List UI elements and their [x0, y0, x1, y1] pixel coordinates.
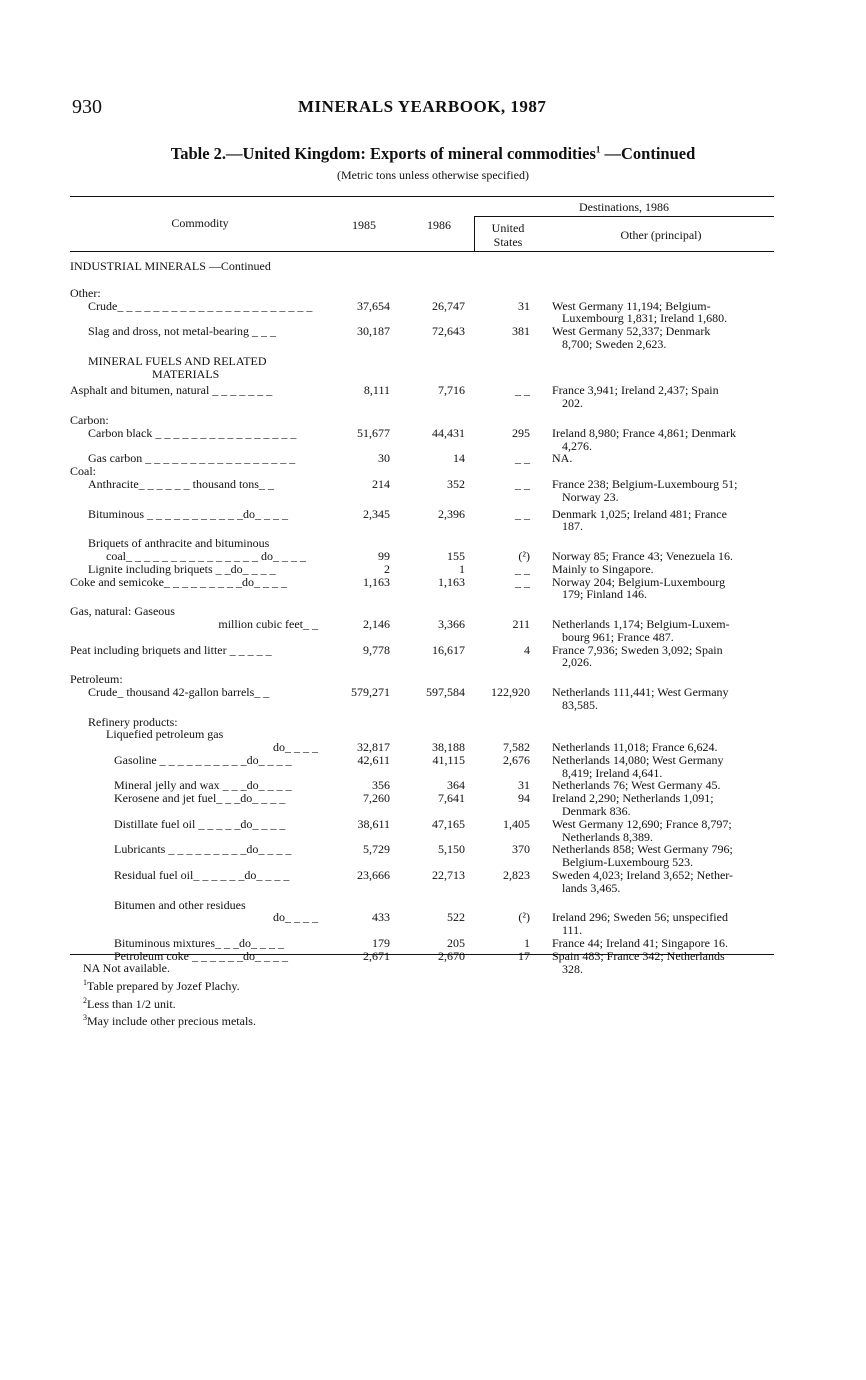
value-1986-cell: 26,747	[432, 298, 465, 313]
table-row	[70, 618, 780, 644]
table-row	[70, 644, 780, 670]
other-destinations-cell	[552, 869, 778, 895]
table-row	[70, 300, 780, 326]
united-states-cell: 2,823	[503, 868, 530, 883]
table-row	[70, 563, 780, 576]
value-1986-cell: 522	[447, 910, 465, 925]
other-destinations-line: Luxembourg 1,831; Ireland 1,680.	[562, 311, 728, 326]
other-destinations-cell	[552, 618, 778, 644]
table-row	[70, 368, 780, 381]
value-1985-cell: 433	[372, 910, 390, 925]
other-destinations-line: Netherlands 1,174; Belgium-Luxem-	[552, 616, 730, 631]
other-destinations-line: France 7,936; Sweden 3,092; Spain	[552, 642, 723, 657]
other-destinations-cell	[552, 754, 778, 780]
value-1985-cell: 179	[372, 936, 390, 951]
united-states-cell: _ _	[515, 383, 530, 398]
footnote-mark: 1	[83, 977, 87, 987]
value-1986-cell: 7,716	[438, 383, 465, 398]
table-row	[70, 508, 780, 534]
commodity-cell: Coke and semicoke_ _ _ _ _ _ _ _ _do_ _ _ _	[70, 574, 287, 589]
value-1986-cell: 5,150	[438, 842, 465, 857]
other-destinations-cell	[552, 911, 778, 937]
footnote	[83, 976, 256, 994]
other-destinations-line: Netherlands 111,441; West Germany	[552, 684, 729, 699]
united-states-cell: _ _	[515, 574, 530, 589]
other-destinations-cell	[552, 741, 778, 754]
value-1986-cell: 597,584	[426, 684, 465, 699]
table-row	[70, 792, 780, 818]
table-body	[70, 260, 780, 975]
header-1985: 1985	[352, 218, 376, 232]
commodity-cell: Bitumen and other residues	[114, 897, 246, 912]
united-states-cell: (²)	[518, 910, 530, 925]
other-destinations-line: NA.	[552, 451, 573, 466]
united-states-cell: 122,920	[491, 684, 530, 699]
commodity-cell: Gasoline _ _ _ _ _ _ _ _ _ _do_ _ _ _	[114, 752, 292, 767]
footnote-text: Less than 1/2 unit.	[87, 996, 176, 1011]
value-1986-cell: 364	[447, 778, 465, 793]
other-destinations-cell	[552, 563, 778, 576]
header-us-line2: States	[493, 235, 523, 249]
other-destinations-cell	[552, 686, 778, 712]
table-row	[70, 937, 780, 950]
other-destinations-line: West Germany 12,690; France 8,797;	[552, 816, 732, 831]
other-destinations-line: Netherlands 14,080; West Germany	[552, 752, 724, 767]
table-row	[70, 754, 780, 780]
other-destinations-cell	[552, 452, 778, 465]
table-row	[70, 355, 780, 368]
other-destinations-line: West Germany 11,194; Belgium-	[552, 298, 711, 313]
other-destinations-line: Netherlands 76; West Germany 45.	[552, 778, 721, 793]
value-1986-cell: 352	[447, 476, 465, 491]
value-1985-cell: 99	[378, 548, 390, 563]
commodity-cell: Petroleum coke _ _ _ _ _ _do_ _ _ _	[114, 948, 288, 963]
table-row	[70, 605, 780, 618]
header-us-line1: United	[491, 221, 525, 235]
table-row	[70, 325, 780, 351]
commodity-cell: Carbon black _ _ _ _ _ _ _ _ _ _ _ _ _ _ _ _	[88, 425, 297, 440]
value-1985-cell: 579,271	[351, 684, 390, 699]
other-destinations-cell	[552, 843, 778, 869]
united-states-cell: _ _	[515, 506, 530, 521]
value-1985-cell: 8,111	[363, 383, 390, 398]
value-1985-cell: 356	[372, 778, 390, 793]
united-states-cell: 370	[512, 842, 530, 857]
value-1986-cell: 44,431	[432, 425, 465, 440]
footnote-text: May include other precious metals.	[87, 1014, 256, 1029]
commodity-cell: Residual fuel oil_ _ _ _ _ _do_ _ _ _	[114, 868, 290, 883]
united-states-cell: 94	[518, 791, 530, 806]
value-1985-cell: 9,778	[363, 642, 390, 657]
united-states-cell: 381	[512, 324, 530, 339]
table-row	[70, 673, 780, 686]
united-states-cell: 2,676	[503, 752, 530, 767]
value-1986-cell: 205	[447, 936, 465, 951]
other-destinations-line: Denmark 836.	[562, 804, 631, 819]
commodity-cell: Bituminous mixtures_ _ _do_ _ _ _	[114, 936, 285, 951]
table-title-text: Table 2.—United Kingdom: Exports of mineral commodities	[170, 144, 596, 163]
table-title-footnote-mark: 1	[595, 144, 601, 155]
value-1985-cell: 1,163	[363, 574, 390, 589]
other-destinations-line: Norway 204; Belgium-Luxembourg	[552, 574, 726, 589]
united-states-cell: _ _	[515, 451, 530, 466]
united-states-cell: _ _	[515, 476, 530, 491]
other-destinations-cell	[552, 792, 778, 818]
value-1985-cell: 214	[372, 476, 390, 491]
other-destinations-line: Ireland 8,980; France 4,861; Denmark	[552, 425, 736, 440]
commodity-cell: Gas carbon _ _ _ _ _ _ _ _ _ _ _ _ _ _ _ _ _	[88, 451, 296, 466]
commodity-cell: Lignite including briquets _ _do_ _ _ _	[88, 561, 276, 576]
table-title-continued: —Continued	[600, 144, 696, 163]
table-row	[70, 686, 780, 712]
other-destinations-line: Norway 23.	[562, 489, 619, 504]
commodity-cell: INDUSTRIAL MINERALS —Continued	[70, 259, 271, 273]
value-1985-cell: 30	[378, 451, 390, 466]
commodity-cell: Lubricants _ _ _ _ _ _ _ _ _do_ _ _ _	[114, 842, 292, 857]
table-top-rule	[70, 196, 774, 197]
united-states-cell: 295	[512, 425, 530, 440]
footnote	[83, 1011, 256, 1029]
footnote-mark: 2	[83, 995, 87, 1005]
value-1985-cell: 32,817	[357, 740, 390, 755]
other-destinations-line: Sweden 4,023; Ireland 3,652; Nether-	[552, 868, 734, 883]
other-destinations-line: Ireland 2,290; Netherlands 1,091;	[552, 791, 714, 806]
page-number: 930	[72, 96, 102, 118]
value-1985-cell: 38,611	[357, 816, 390, 831]
header-united-states	[474, 221, 542, 249]
other-destinations-cell	[552, 300, 778, 326]
footnote-text: NA Not available.	[83, 961, 170, 975]
commodity-cell: Crude_ thousand 42-gallon barrels_ _	[88, 684, 270, 699]
united-states-cell: 31	[518, 298, 530, 313]
commodity-cell: coal_ _ _ _ _ _ _ _ _ _ _ _ _ _ _ do_ _ _ _	[106, 548, 306, 563]
table-row	[70, 550, 780, 563]
other-destinations-line: Netherlands 11,018; France 6,624.	[552, 740, 718, 755]
value-1985-cell: 2,146	[363, 616, 390, 631]
commodity-cell: Petroleum:	[70, 672, 123, 687]
commodity-cell: Mineral jelly and wax _ _ _do_ _ _ _	[114, 778, 292, 793]
table-row	[70, 260, 780, 273]
other-destinations-line: lands 3,465.	[562, 880, 621, 895]
united-states-cell: 31	[518, 778, 530, 793]
table-row	[70, 414, 780, 427]
other-destinations-line: 83,585.	[562, 697, 598, 712]
united-states-cell: (²)	[518, 548, 530, 563]
commodity-cell: Refinery products:	[88, 714, 178, 729]
other-destinations-line: 111.	[562, 923, 583, 938]
destinations-rule	[474, 216, 774, 217]
other-destinations-line: 328.	[562, 961, 583, 976]
table-row	[70, 843, 780, 869]
other-destinations-line: 8,419; Ireland 4,641.	[562, 765, 663, 780]
footnote	[83, 994, 256, 1012]
other-destinations-line: 187.	[562, 519, 583, 534]
value-1985-cell: 30,187	[357, 324, 390, 339]
value-1986-cell: 2,396	[438, 506, 465, 521]
commodity-cell: MATERIALS	[152, 366, 220, 381]
value-1986-cell: 155	[447, 548, 465, 563]
value-1986-cell: 47,165	[432, 816, 465, 831]
other-destinations-cell	[552, 325, 778, 351]
value-1985-cell: 5,729	[363, 842, 390, 857]
commodity-cell: Other:	[70, 285, 101, 300]
table-row	[70, 287, 780, 300]
other-destinations-line: Denmark 1,025; Ireland 481; France	[552, 506, 727, 521]
value-1986-cell: 2,670	[438, 948, 465, 963]
other-destinations-cell	[552, 644, 778, 670]
other-destinations-line: 2,026.	[562, 655, 592, 670]
header-bottom-rule	[70, 251, 774, 252]
footnote-text: Table prepared by Jozef Plachy.	[87, 978, 240, 993]
other-destinations-line: Netherlands 858; West Germany 796;	[552, 842, 733, 857]
commodity-cell: Slag and dross, not metal-bearing _ _ _	[88, 324, 276, 339]
value-1986-cell: 7,641	[438, 791, 465, 806]
united-states-cell: 1,405	[503, 816, 530, 831]
value-1985-cell: 23,666	[357, 868, 390, 883]
commodity-cell: Coal:	[70, 464, 96, 479]
value-1985-cell: 2,671	[363, 948, 390, 963]
other-destinations-line: bourg 961; France 487.	[562, 629, 674, 644]
value-1986-cell: 72,643	[432, 324, 465, 339]
other-destinations-line: 202.	[562, 396, 583, 411]
commodity-cell: Distillate fuel oil _ _ _ _ _do_ _ _ _	[114, 816, 286, 831]
table-row	[70, 869, 780, 895]
value-1985-cell: 51,677	[357, 425, 390, 440]
commodity-cell: Kerosene and jet fuel_ _ _do_ _ _ _	[114, 791, 286, 806]
table-row	[70, 576, 780, 602]
other-destinations-line: France 238; Belgium-Luxembourg 51;	[552, 476, 738, 491]
united-states-cell: 17	[518, 948, 530, 963]
other-destinations-cell	[552, 576, 778, 602]
table-row	[70, 741, 780, 754]
other-destinations-line: West Germany 52,337; Denmark	[552, 324, 711, 339]
other-destinations-line: Mainly to Singapore.	[552, 561, 654, 576]
value-1985-cell: 42,611	[357, 752, 390, 767]
value-1985-cell: 7,260	[363, 791, 390, 806]
running-head: MINERALS YEARBOOK, 1987	[298, 97, 547, 116]
value-1985-cell: 2	[384, 561, 390, 576]
other-destinations-cell	[552, 384, 778, 410]
header-1986: 1986	[427, 218, 451, 232]
value-1986-cell: 1,163	[438, 574, 465, 589]
value-1986-cell: 16,617	[432, 642, 465, 657]
other-destinations-cell	[552, 937, 778, 950]
header-commodity: Commodity	[171, 216, 229, 230]
other-destinations-line: Netherlands 8,389.	[562, 829, 653, 844]
other-destinations-cell	[552, 508, 778, 534]
table-subtitle: (Metric tons unless otherwise specified)	[337, 168, 529, 182]
united-states-cell: 211	[512, 616, 530, 631]
commodity-cell: MINERAL FUELS AND RELATED	[88, 353, 267, 368]
other-destinations-line: Spain 483; France 342; Netherlands	[552, 948, 725, 963]
value-1985-cell: 2,345	[363, 506, 390, 521]
other-destinations-cell	[552, 478, 778, 504]
table-row	[70, 911, 780, 937]
other-destinations-line: 4,276.	[562, 438, 592, 453]
value-1986-cell: 38,188	[432, 740, 465, 755]
commodity-cell: Briquets of anthracite and bituminous	[88, 536, 270, 551]
table-bottom-rule	[70, 954, 774, 955]
other-destinations-line: Belgium-Luxembourg 523.	[562, 855, 694, 870]
other-destinations-line: France 3,941; Ireland 2,437; Spain	[552, 383, 719, 398]
other-destinations-line: 8,700; Sweden 2,623.	[562, 336, 667, 351]
other-destinations-line: Norway 85; France 43; Venezuela 16.	[552, 548, 734, 563]
other-destinations-line: Ireland 296; Sweden 56; unspecified	[552, 910, 728, 925]
other-destinations-line: 179; Finland 146.	[562, 587, 648, 602]
commodity-cell: Gas, natural: Gaseous	[70, 604, 175, 619]
united-states-cell: 4	[524, 642, 530, 657]
footnotes	[83, 962, 256, 1029]
table-row	[70, 384, 780, 410]
footnote	[83, 962, 256, 976]
value-1986-cell: 41,115	[432, 752, 465, 767]
other-destinations-cell	[552, 427, 778, 453]
commodity-cell: Bituminous _ _ _ _ _ _ _ _ _ _ _do_ _ _ _	[88, 506, 289, 521]
commodity-cell: Liquefied petroleum gas	[106, 727, 224, 742]
commodity-cell: do_ _ _ _	[273, 740, 318, 755]
other-destinations-cell	[552, 818, 778, 844]
header-other-principal: Other (principal)	[620, 228, 702, 242]
commodity-cell: Peat including briquets and litter _ _ _ _ _	[70, 642, 272, 657]
united-states-cell: 7,582	[503, 740, 530, 755]
commodity-cell: Anthracite_ _ _ _ _ _ thousand tons_ _	[88, 476, 274, 491]
commodity-cell: do_ _ _ _	[273, 910, 318, 925]
value-1986-cell: 1	[459, 561, 465, 576]
other-destinations-cell	[552, 550, 778, 563]
value-1986-cell: 3,366	[438, 616, 465, 631]
united-states-cell: _ _	[515, 561, 530, 576]
table-row	[70, 427, 780, 453]
united-states-cell: 1	[524, 936, 530, 951]
value-1986-cell: 22,713	[432, 868, 465, 883]
table-row	[70, 452, 780, 465]
commodity-cell: Asphalt and bitumen, natural _ _ _ _ _ _ _	[70, 383, 273, 398]
commodity-cell: million cubic feet_ _	[218, 616, 318, 631]
value-1985-cell: 37,654	[357, 298, 390, 313]
header-destinations: Destinations, 1986	[579, 200, 669, 214]
value-1986-cell: 14	[453, 451, 465, 466]
table-row	[70, 478, 780, 504]
footnote-mark: 3	[83, 1013, 87, 1023]
commodity-cell: Carbon:	[70, 412, 109, 427]
table-row	[70, 818, 780, 844]
commodity-cell: Crude_ _ _ _ _ _ _ _ _ _ _ _ _ _ _ _ _ _ _ _ _ _	[88, 298, 313, 313]
other-destinations-line: France 44; Ireland 41; Singapore 16.	[552, 936, 728, 951]
table-title	[0, 144, 866, 164]
